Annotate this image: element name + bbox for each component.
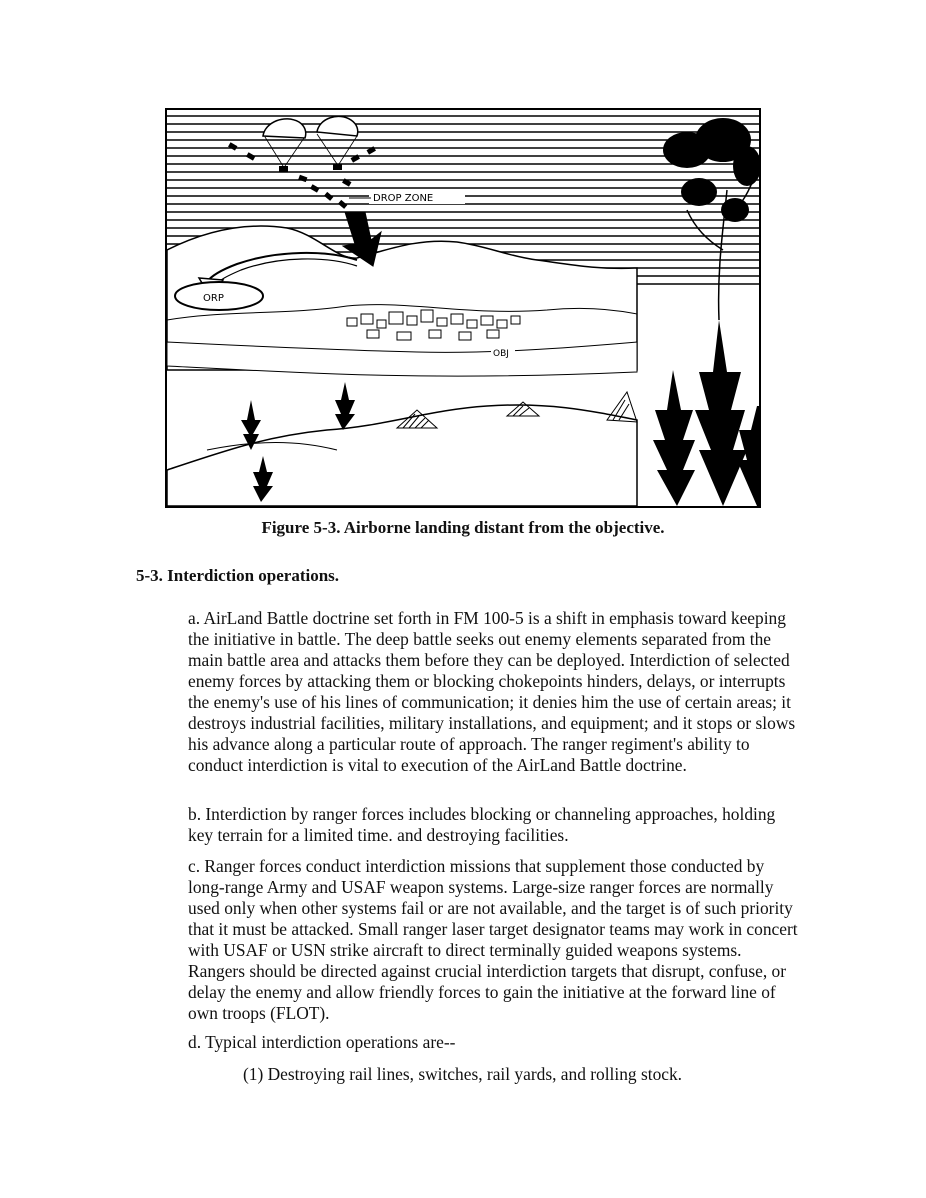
paragraph-a: a. AirLand Battle doctrine set forth in FM 100-5 is a shift in emphasis toward keeping the initiative in battle. The deep battle seeks out enemy elements separated from the main battle area and attacks them before they can be deployed. Interdiction of selected enemy forces by attacking them or blocking chokepoints hinders, delays, or interrupts the enemy's use of his lines of communication; it denies him the use of certain areas; it destroys industrial facilities, military installations, and equipment; and it stops or slows his advance along a particular route of approach. The ranger regiment's ability to conduct interdiction is vital to execution of the AirLand Battle doctrine.	[188, 608, 796, 775]
paragraph-c: c. Ranger forces conduct interdiction missions that supplement those conducted by long-range Army and USAF weapon systems. Large-size ranger forces are normally used only when other systems fail or are not available, and the target is of such priority that it must be attacked. Small ranger laser target designator teams may work in concert with USAF or USN strike aircraft to direct terminally guided weapons systems. Rangers should be directed against crucial interdiction targets that disrupt, confuse, or delay the enemy and allow friendly forces to gain the initiative at the forward line of own troops (FLOT).	[188, 856, 798, 1023]
figure-caption: Figure 5-3. Airborne landing distant from the objective.	[261, 518, 665, 537]
list-item: (1) Destroying rail lines, switches, rail yards, and rolling stock.	[243, 1064, 683, 1084]
tall-trees	[653, 320, 759, 506]
foreground-hill	[167, 405, 637, 506]
dropping-troops	[228, 142, 376, 209]
section-heading: 5-3. Interdiction operations.	[136, 566, 340, 585]
drop-zone-label: DROP ZONE	[373, 193, 434, 204]
paragraph-d: d. Typical interdiction operations are--	[188, 1032, 456, 1052]
obj-label: OBJ	[493, 349, 509, 359]
orp-label: ORP	[203, 293, 224, 304]
tree-foliage	[663, 118, 759, 222]
paragraph-b: b. Interdiction by ranger forces includes blocking or channeling approaches, holding key terrain for a limited time. and destroying facilities.	[188, 804, 776, 845]
figure-airborne-landing	[165, 108, 761, 508]
